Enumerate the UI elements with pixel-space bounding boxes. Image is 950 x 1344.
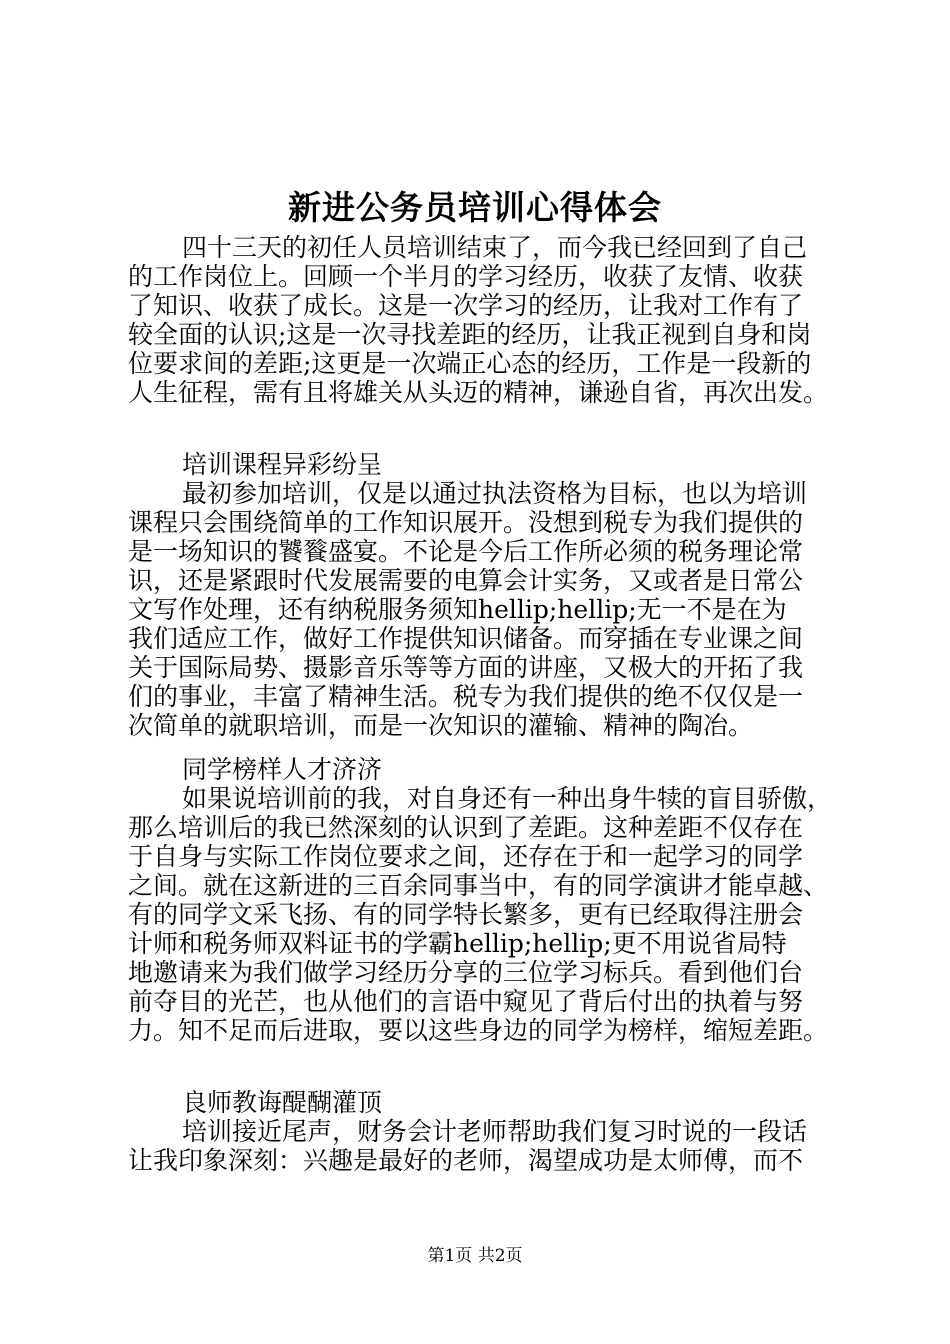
page-number-footer: 第1页 共2页	[427, 1246, 523, 1266]
paragraph-1-line-1: 四十三天的初任人员培训结束了，而今我已经回到了自己	[182, 233, 808, 262]
paragraph-1-line-4: 较全面的认识;这是一次寻找差距的经历，让我正视到自身和岗	[128, 320, 812, 349]
paragraph-3-line-4: 之间。就在这新进的三百余同事当中，有的同学演讲才能卓越、	[128, 871, 829, 900]
section-heading-teachers: 良师教诲醍醐灌顶	[182, 1088, 383, 1117]
paragraph-2-line-8: 们的事业，丰富了精神生活。税专为我们提供的绝不仅仅是一	[128, 682, 804, 711]
paragraph-2-line-7: 关于国际局势、摄影音乐等等方面的讲座，又极大的开拓了我	[128, 653, 804, 682]
paragraph-1-line-5: 位要求间的差距;这更是一次端正心态的经历，工作是一段新的	[128, 349, 812, 378]
section-heading-classmates: 同学榜样人才济济	[182, 755, 383, 784]
paragraph-1-line-3: 了知识、收获了成长。这是一次学习的经历，让我对工作有了	[128, 291, 804, 320]
paragraph-2-line-4: 识，还是紧跟时代发展需要的电算会计实务，又或者是日常公	[128, 566, 804, 595]
paragraph-3-line-3: 于自身与实际工作岗位要求之间，还存在于和一起学习的同学	[128, 842, 804, 871]
paragraph-3-line-5: 有的同学文采飞扬、有的同学特长繁多，更有已经取得注册会	[128, 900, 804, 929]
paragraph-2-line-5: 文写作处理，还有纳税服务须知hellip;hellip;无一不是在为	[128, 595, 787, 624]
paragraph-2-line-1: 最初参加培训，仅是以通过执法资格为目标，也以为培训	[182, 479, 808, 508]
paragraph-2-line-6: 我们适应工作，做好工作提供知识储备。而穿插在专业课之间	[128, 624, 804, 653]
paragraph-2-line-3: 是一场知识的饕餮盛宴。不论是今后工作所必须的税务理论常	[128, 537, 804, 566]
paragraph-3-line-8: 前夺目的光芒，也从他们的言语中窥见了背后付出的执着与努	[128, 987, 804, 1016]
paragraph-3-line-1: 如果说培训前的我，对自身还有一种出身牛犊的盲目骄傲，	[182, 784, 833, 813]
paragraph-3-line-6: 计师和税务师双料证书的学霸hellip;hellip;更不用说省局特	[128, 929, 787, 958]
paragraph-4-line-1: 培训接近尾声，财务会计老师帮助我们复习时说的一段话	[182, 1117, 808, 1146]
paragraph-3-line-9: 力。知不足而后进取，要以这些身边的同学为榜样，缩短差距。	[128, 1016, 829, 1045]
paragraph-4-line-2: 让我印象深刻：兴趣是最好的老师，渴望成功是太师傅，而不	[128, 1146, 804, 1175]
section-heading-courses: 培训课程异彩纷呈	[182, 450, 383, 479]
paragraph-1-line-6: 人生征程，需有且将雄关从头迈的精神，谦逊自省，再次出发。	[128, 378, 829, 407]
paragraph-2-line-9: 次简单的就职培训，而是一次知识的灌输、精神的陶冶。	[128, 711, 754, 740]
paragraph-3-line-7: 地邀请来为我们做学习经历分享的三位学习标兵。看到他们台	[128, 958, 804, 987]
paragraph-3-line-2: 那么培训后的我已然深刻的认识到了差距。这种差距不仅存在	[128, 813, 804, 842]
paragraph-2-line-2: 课程只会围绕简单的工作知识展开。没想到税专为我们提供的	[128, 508, 804, 537]
paragraph-1-line-2: 的工作岗位上。回顾一个半月的学习经历，收获了友情、收获	[128, 262, 804, 291]
document-title: 新进公务员培训心得体会	[288, 188, 662, 227]
